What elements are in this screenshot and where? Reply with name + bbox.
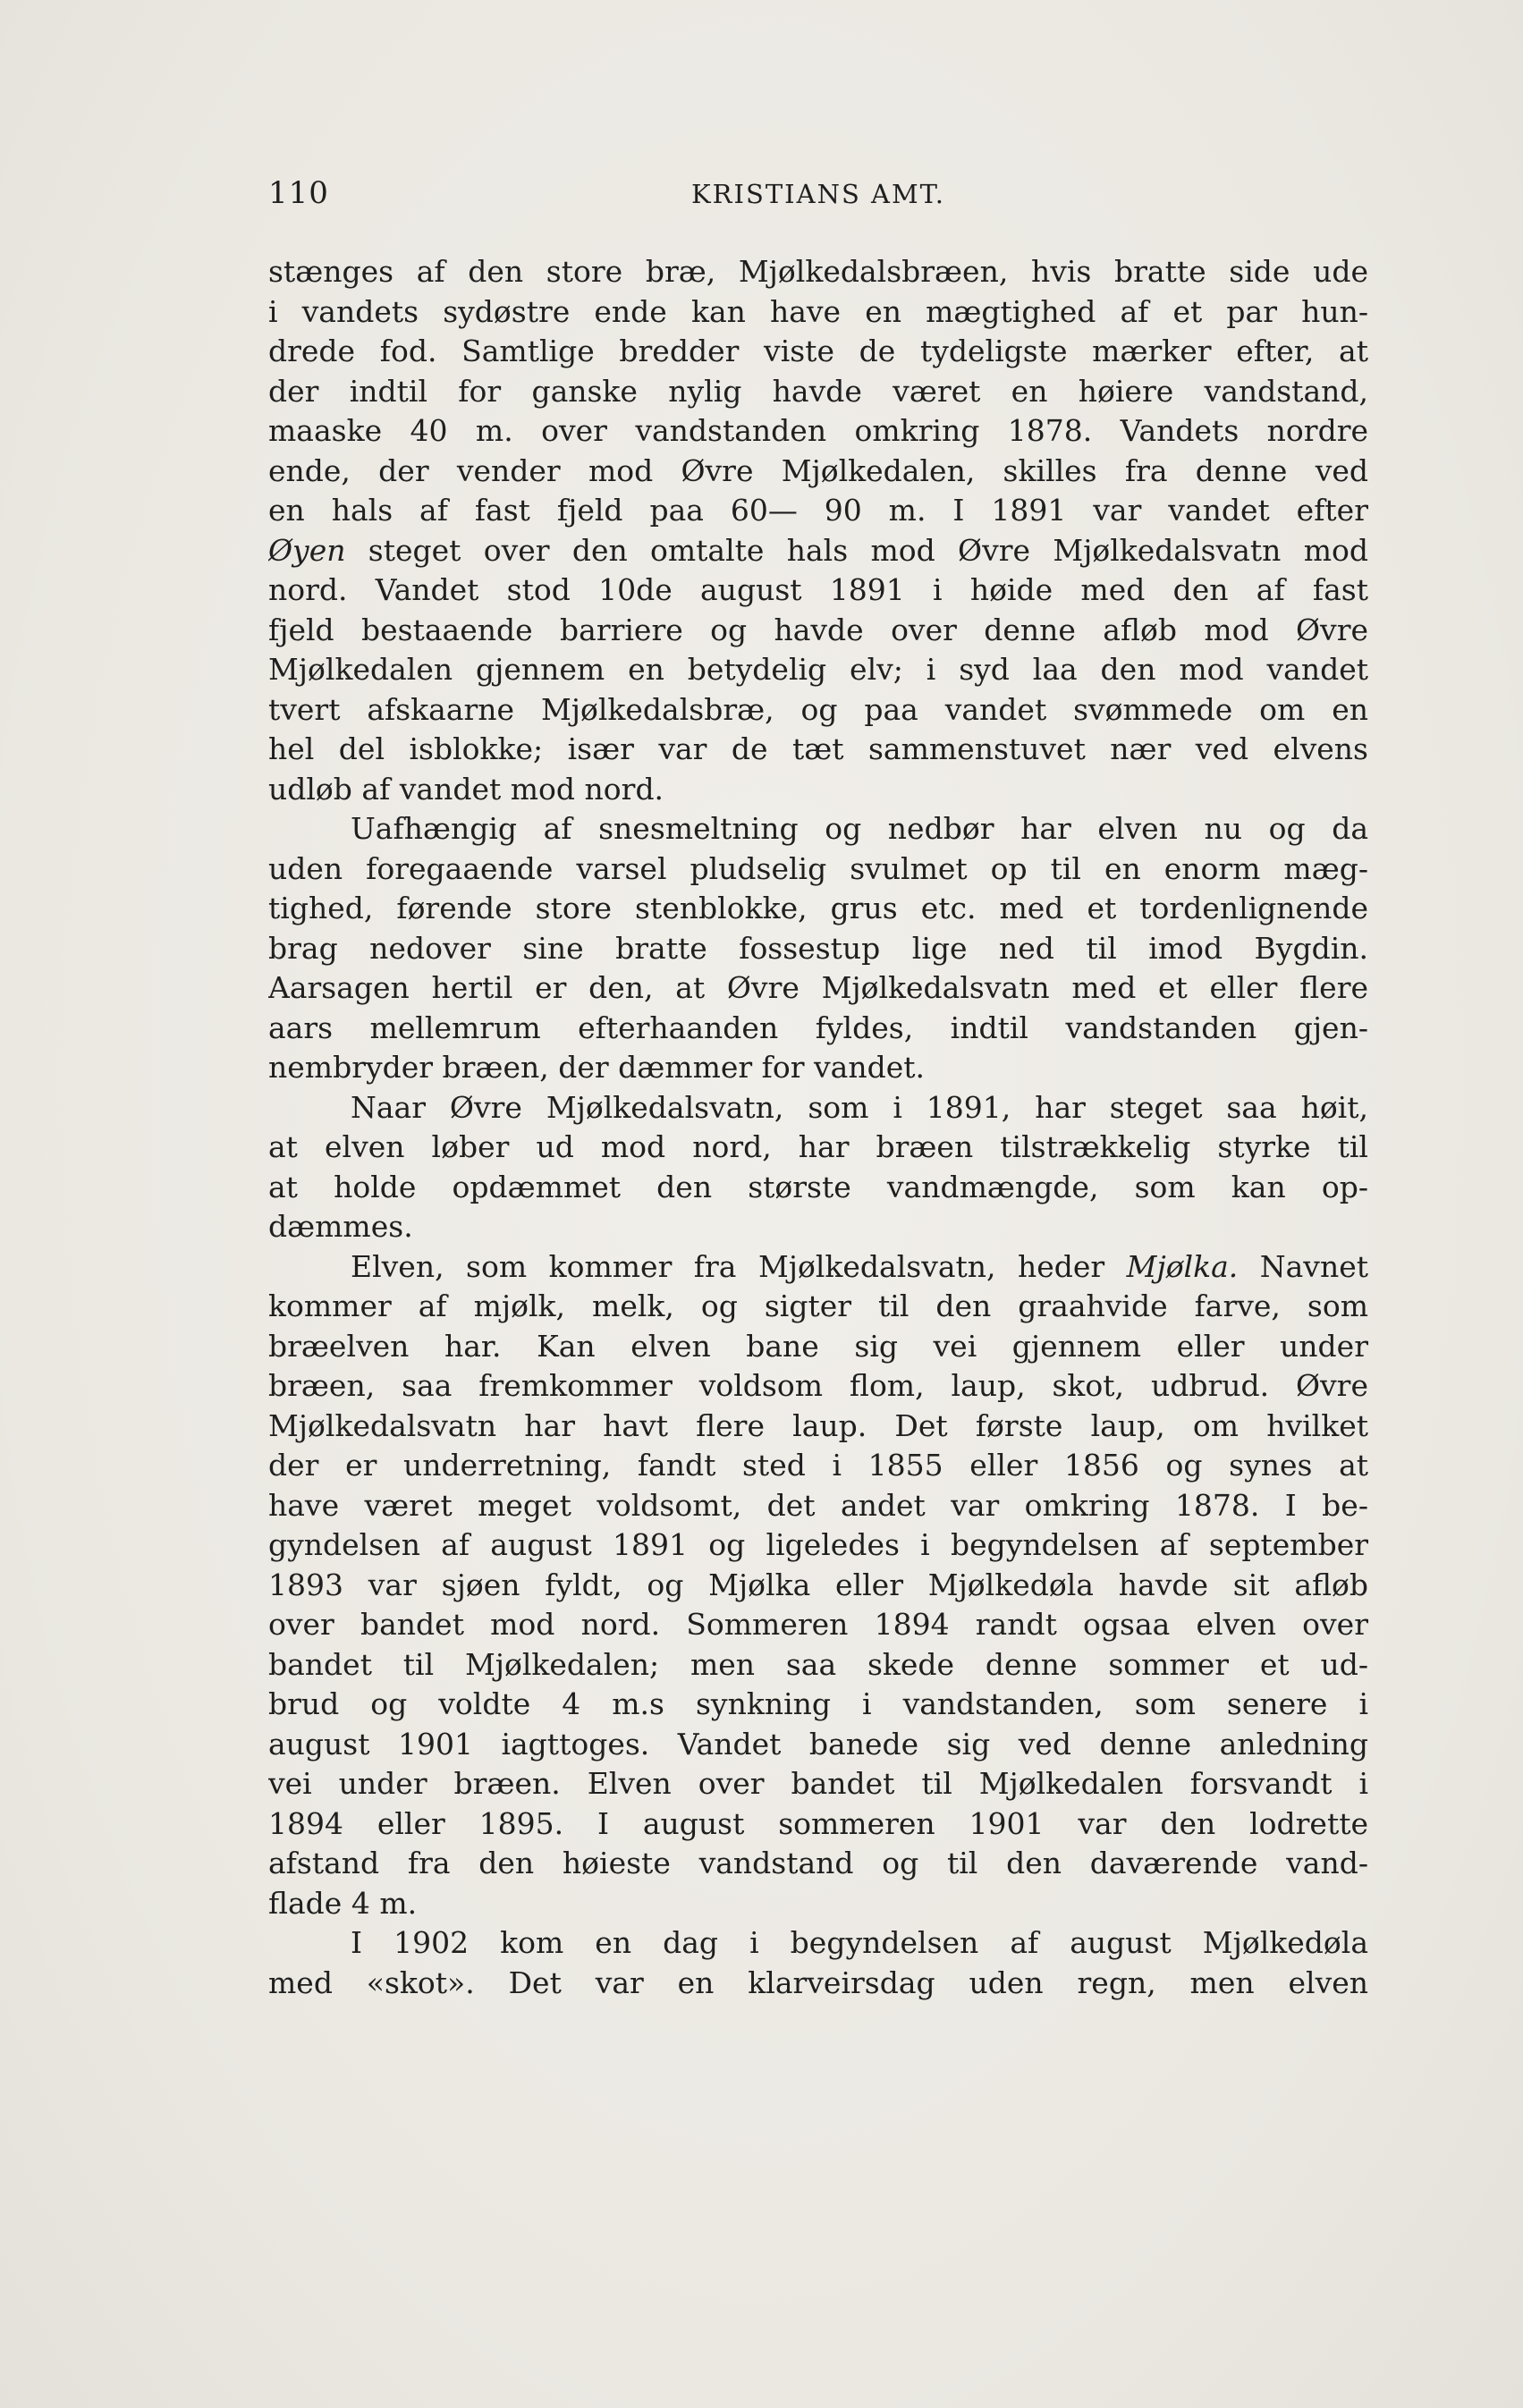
text-line: i vandets sydøstre ende kan have en mægtighed af et par hun- [268,293,1368,329]
text-line: flade 4 m. [268,1885,418,1921]
text-line: med «skot». Det var en klarveirsdag uden regn, men elven [268,1964,1368,2000]
text-line: 1893 var sjøen fyldt, og Mjølka eller Mjølkedøla havde sit afløb [268,1567,1368,1602]
text-fragment: steget over den omtalte hals mod Øvre Mjølkedalsvatn mod [345,532,1368,568]
text-line: uden foregaaende varsel pludselig svulmet op til en enorm mæg- [268,850,1368,886]
text-line: at holde opdæmmet den største vandmængde, som kan op- [268,1169,1368,1204]
running-title: KRISTIANS AMT. [691,179,945,209]
text-line: Mjølkedalen gjennem en betydelig elv; i syd laa den mod vandet [268,652,1368,687]
text-line: 1894 eller 1895. I august sommeren 1901 var den lodrette [268,1805,1368,1841]
text-line: kommer af mjølk, melk, og sigter til den graahvide farve, som [268,1288,1368,1323]
text-line: brud og voldte 4 m.s synkning i vandstanden, som senere i [268,1686,1368,1721]
text-line: august 1901 iagttoges. Vandet banede sig ved denne anledning [268,1726,1368,1762]
text-line: vei under bræen. Elven over bandet til Mjølkedalen forsvandt i [268,1766,1368,1801]
running-head [268,175,1368,215]
text-line: aars mellemrum efterhaanden fyldes, indtil vandstanden gjen- [268,1010,1368,1045]
text-line: gyndelsen af august 1891 og ligeledes i begyndelsen af september [268,1527,1368,1562]
text-line: bandet til Mjølkedalen; men saa skede denne sommer et ud- [268,1646,1368,1682]
text-line: fjeld bestaaende barriere og havde over denne afløb mod Øvre [268,612,1368,647]
text-line: have været meget voldsomt, det andet var omkring 1878. I be- [268,1487,1368,1523]
text-line: tighed, førende store stenblokke, grus etc. med et tordenlignende [268,891,1368,925]
text-line: over bandet mod nord. Sommeren 1894 randt ogsaa elven over [268,1607,1368,1642]
text-line: tvert afskaarne Mjølkedalsbræ, og paa vandet svømmede om en [268,691,1368,727]
text-line: en hals af fast fjeld paa 60— 90 m. I 1891 var vandet efter [268,493,1368,528]
text-line: afstand fra den høieste vandstand og til den daværende vand- [268,1846,1368,1880]
page-number: 110 [268,175,329,211]
text-line: bræen, saa fremkommer voldsom flom, laup, skot, udbrud. Øvre [268,1368,1368,1403]
text-line: udløb af vandet mod nord. [268,771,664,807]
text-line: Aarsagen hertil er den, at Øvre Mjølkedalsvatn med et eller flere [268,970,1368,1005]
text-line [268,1247,1368,1288]
text-line: Uafhængig af snesmeltning og nedbør har elven nu og da [351,811,1368,846]
text-line: I 1902 kom en dag i begyndelsen af august Mjølkedøla [351,1925,1368,1960]
italic-name: Mjølka. [1126,1248,1239,1284]
text-line: stænges af den store bræ, Mjølkedalsbræen, hvis bratte side ude [268,254,1368,289]
text-line: bræelven har. Kan elven bane sig vei gjennem eller under [268,1328,1368,1364]
text-line: hel del isblokke; især var de tæt sammenstuvet nær ved elvens [268,731,1368,766]
text-line: Mjølkedalsvatn har havt flere laup. Det første laup, om hvilket [268,1407,1368,1443]
body-text [268,252,1368,2003]
text-line: brag nedover sine bratte fossestup lige ned til imod Bygdin. [268,930,1368,966]
text-fragment: Elven, som kommer fra Mjølkedalsvatn, heder [351,1248,1127,1284]
text-line: Naar Øvre Mjølkedalsvatn, som i 1891, har steget saa høit, [351,1089,1368,1125]
text-line: maaske 40 m. over vandstanden omkring 1878. Vandets nordre [268,413,1368,448]
text-line: dæmmes. [268,1209,413,1244]
text-line: ende, der vender mod Øvre Mjølkedalen, skilles fra denne ved [268,452,1368,488]
text-line: nord. Vandet stod 10de august 1891 i høide med den af fast [268,572,1368,607]
text-line: der er underretning, fandt sted i 1855 eller 1856 og synes at [268,1448,1368,1483]
text-line: der indtil for ganske nylig havde været en høiere vandstand, [268,373,1368,409]
text-fragment: Navnet [1238,1248,1368,1284]
text-line: drede fod. Samtlige bredder viste de tydeligste mærker efter, at [268,334,1368,368]
text-line: nembryder bræen, der dæmmer for vandet. [268,1050,925,1085]
text-line: at elven løber ud mod nord, har bræen tilstrækkelig styrke til [268,1129,1368,1164]
italic-name: Øyen [268,532,346,568]
text-line [268,531,1368,571]
